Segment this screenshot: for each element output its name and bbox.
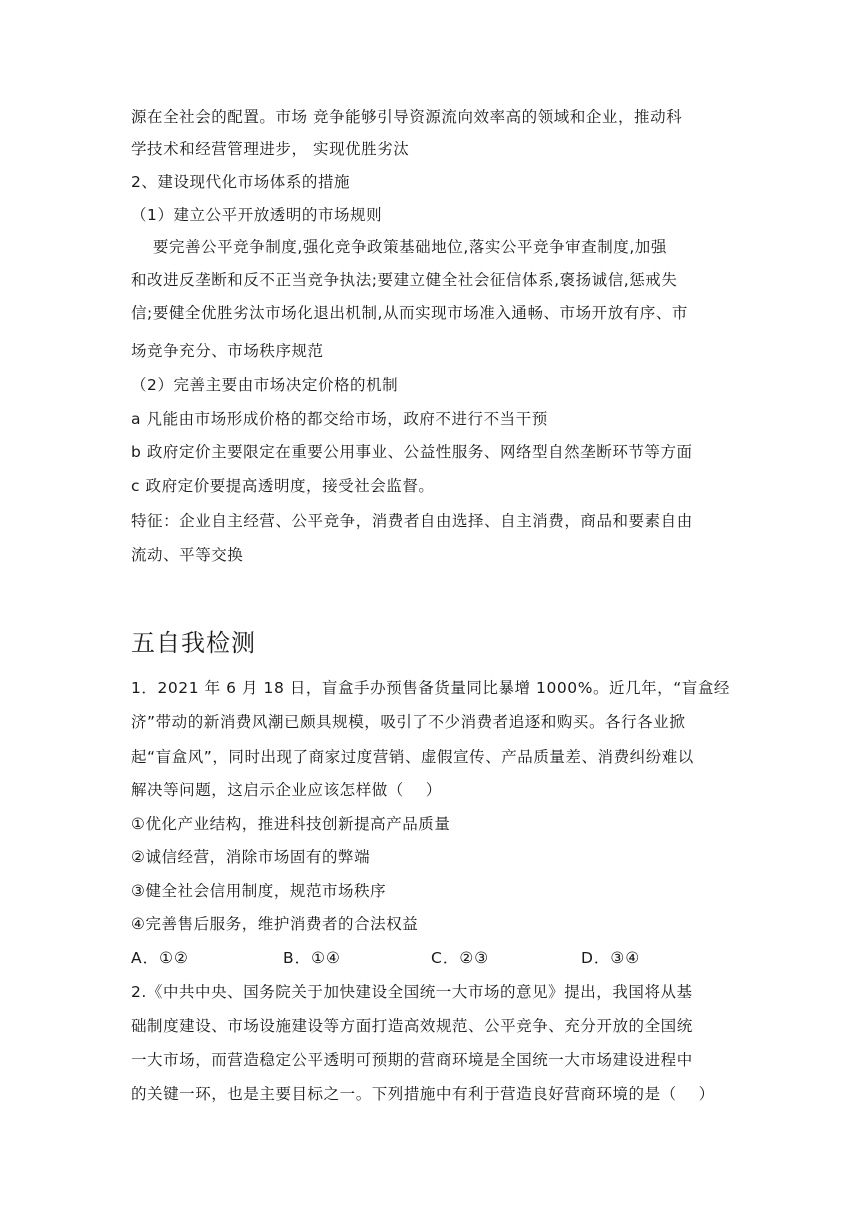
text-line: 要完善公平竞争制度,强化竞争政策基础地位,落实公平竞争审查制度,加强 (131, 238, 667, 256)
text-line: 和改进反垄断和反不正当竞争执法;要建立健全社会征信体系,褒扬诚信,惩戒失 (131, 271, 678, 289)
text-line: 学技术和经营管理进步， 实现优胜劣汰 (131, 140, 410, 158)
subsection-title: 2、建设现代化市场体系的措施 (131, 173, 351, 191)
question-text: 起“盲盒风”，同时出现了商家过度营销、虚假宣传、产品质量差、消费纠纷难以 (131, 748, 694, 766)
option-d: D．③④ (581, 949, 641, 967)
question-text: 础制度建设、市场设施建设等方面打造高效规范、公平竞争、充分开放的全国统 (131, 1017, 693, 1035)
option-b: B．①④ (283, 949, 341, 967)
subsection-item-title: （2）完善主要由市场决定价格的机制 (131, 376, 399, 394)
subsection-item-title: （1）建立公平开放透明的市场规则 (131, 206, 383, 224)
question-text: 解决等问题，这启示企业应该怎样做（ ） (131, 781, 442, 799)
text-line: a 凡能由市场形成价格的都交给市场，政府不进行不当干预 (131, 410, 548, 428)
question-text: 一大市场，而营造稳定公平透明可预期的营商环境是全国统一大市场建设进程中 (131, 1051, 693, 1069)
text-line: 流动、平等交换 (131, 546, 244, 564)
section-heading: 五自我检测 (131, 629, 256, 657)
text-line: 源在全社会的配置。市场 竞争能够引导资源流向效率高的领域和企业，推动科 (131, 108, 683, 126)
text-line: b 政府定价主要限定在重要公用事业、公益性服务、网络型自然垄断环节等方面 (131, 443, 693, 461)
question-item: ①优化产业结构，推进科技创新提高产品质量 (131, 815, 451, 833)
question-item: ③健全社会信用制度，规范市场秩序 (131, 882, 387, 900)
question-text: 1．2021 年 6 月 18 日，盲盒手办预售备货量同比暴增 1000%。近几年，“盲盒经 (131, 679, 730, 697)
text-line: 特征：企业自主经营、公平竞争，消费者自由选择、自主消费，商品和要素自由 (131, 512, 693, 530)
question-text: 2.《中共中央、国务院关于加快建设全国统一大市场的意见》提出，我国将从基 (131, 983, 693, 1001)
question-item: ②诚信经营，消除市场固有的弊端 (131, 848, 371, 866)
text-line: 场竞争充分、市场秩序规范 (131, 342, 324, 360)
question-item: ④完善售后服务，维护消费者的合法权益 (131, 915, 419, 933)
text-line: 信;要健全优胜劣汰市场化退出机制,从而实现市场准入通畅、市场开放有序、市 (131, 304, 688, 322)
question-text: 济”带动的新消费风潮已颇具规模，吸引了不少消费者追逐和购买。各行各业掀 (131, 713, 686, 731)
answer-options (131, 947, 737, 969)
text-line: c 政府定价要提高透明度，接受社会监督。 (131, 477, 435, 495)
question-text: 的关键一环，也是主要目标之一。下列措施中有利于营造良好营商环境的是（ ） (131, 1085, 715, 1103)
option-a: A．①② (131, 949, 189, 967)
option-c: C．②③ (431, 949, 490, 967)
